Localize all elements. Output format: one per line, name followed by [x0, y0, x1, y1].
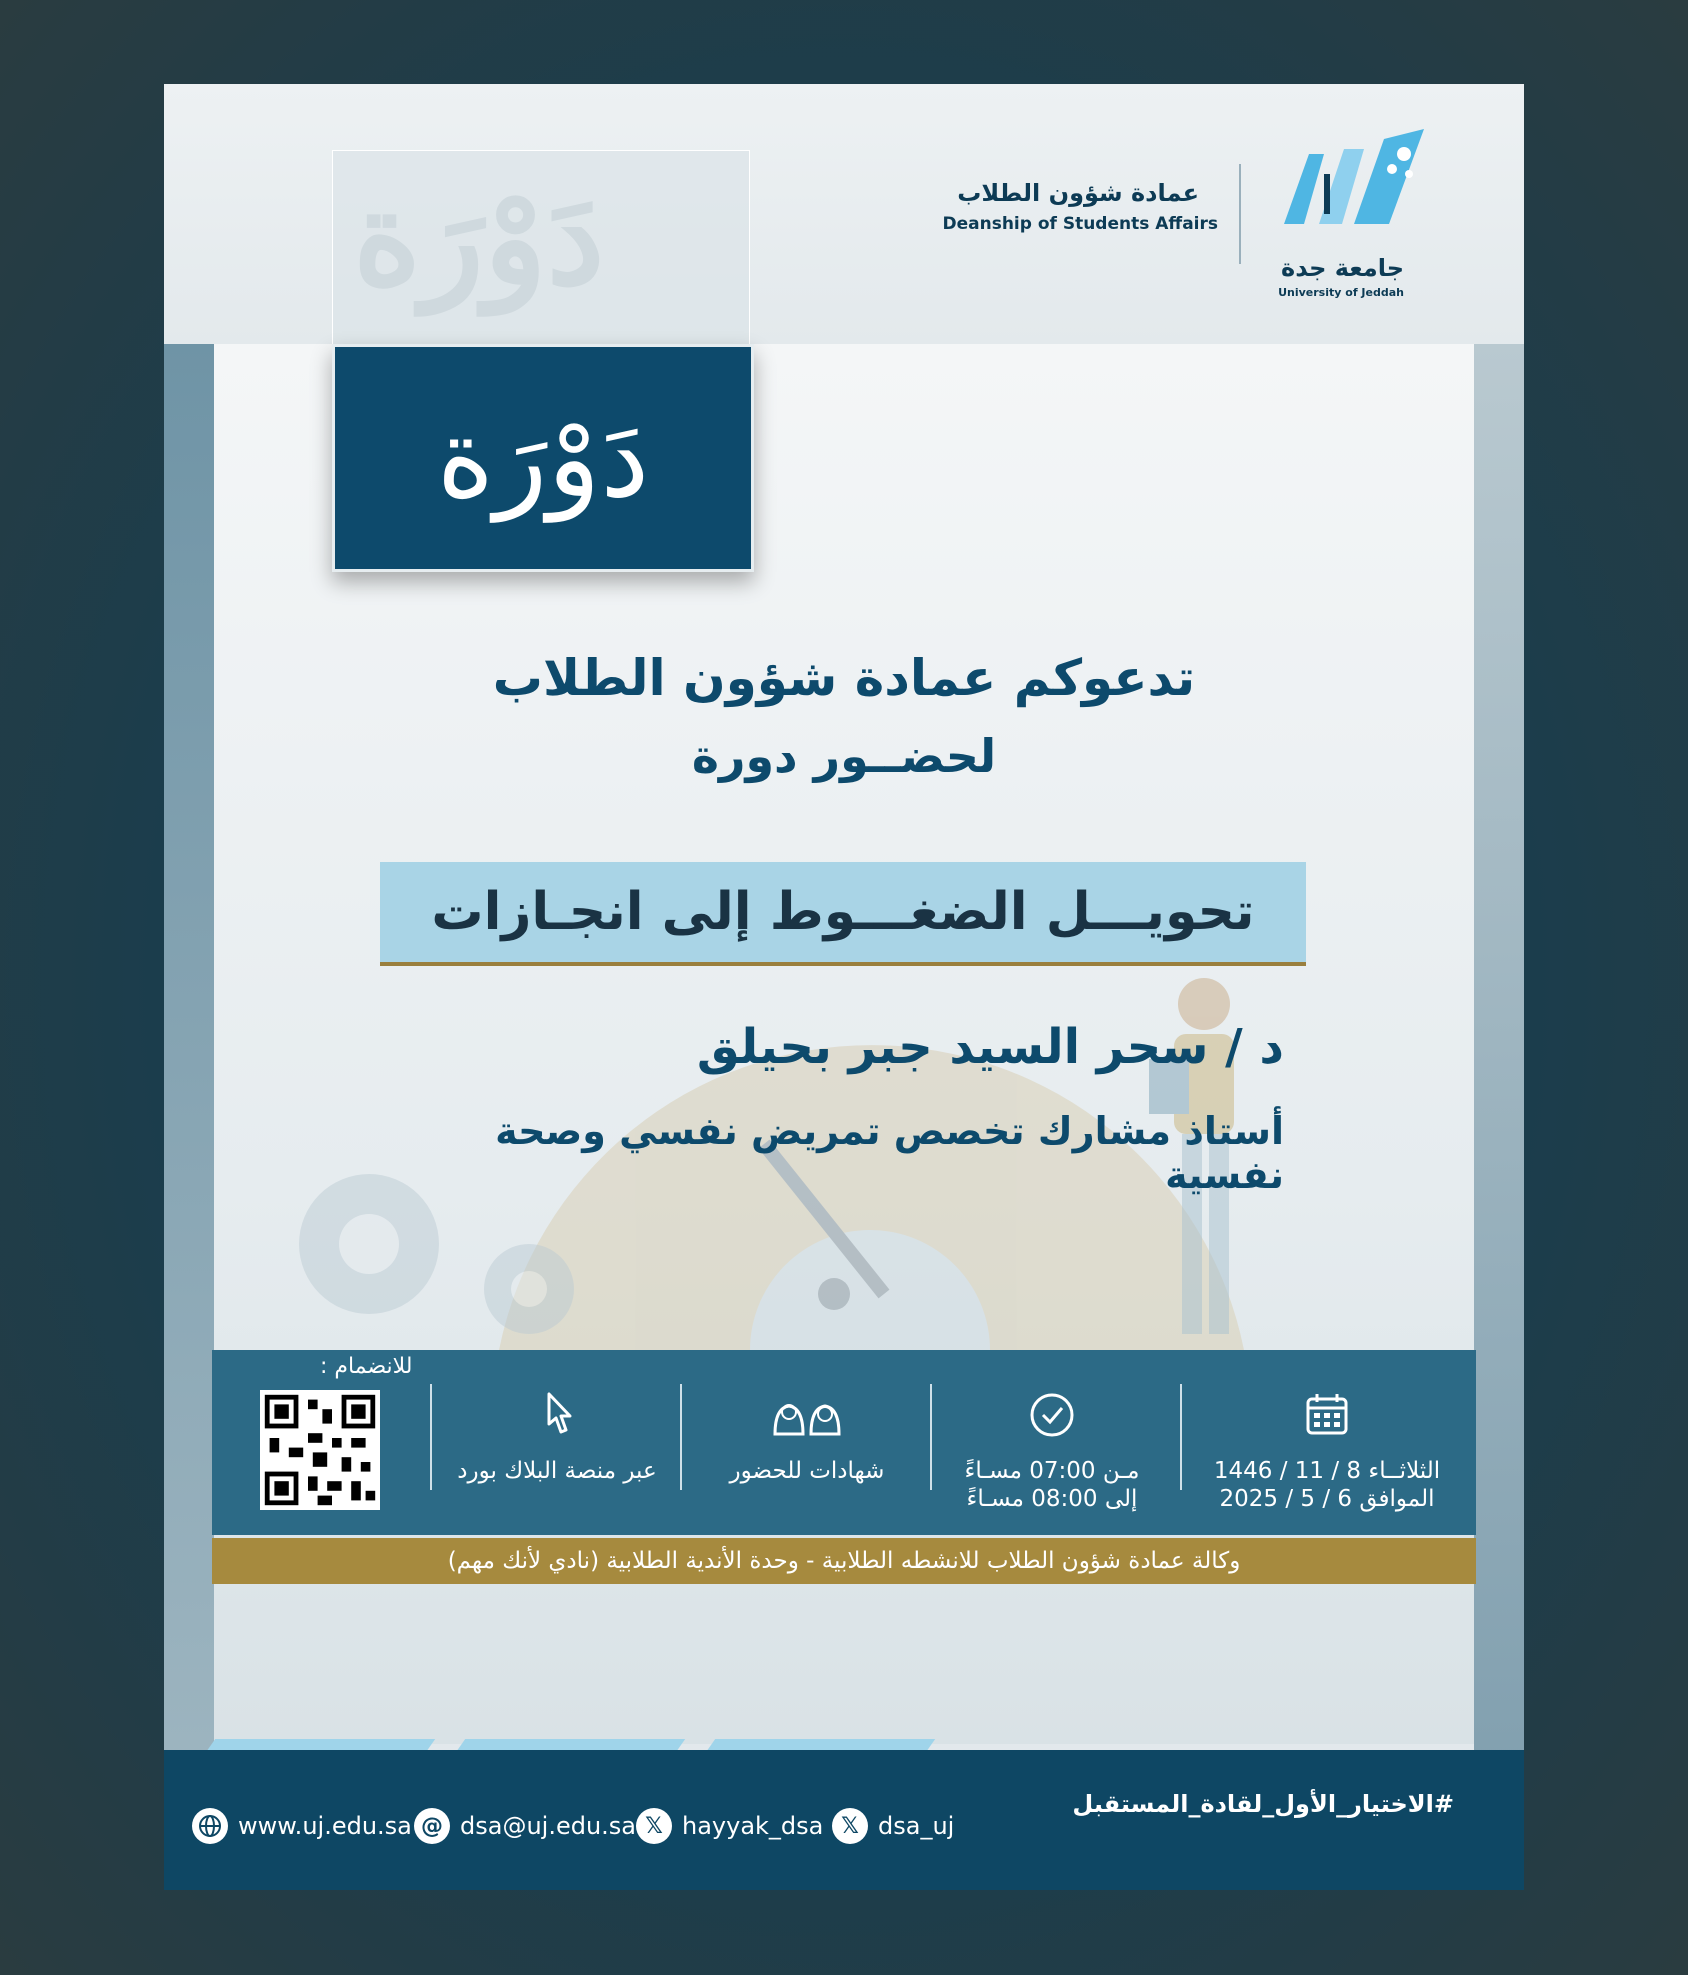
event-info-bar [212, 1350, 1476, 1535]
clock-icon [1027, 1390, 1077, 1440]
attendees-icon [767, 1390, 847, 1438]
email-text: dsa@uj.edu.sa [460, 1812, 637, 1840]
platform-label: عبر منصة البلاك بورد [457, 1458, 657, 1484]
certificate-info [687, 1350, 927, 1535]
x-account-link-1[interactable] [636, 1806, 823, 1846]
badge-ghost [332, 150, 750, 352]
website-text: www.uj.edu.sa [238, 1812, 412, 1840]
email-link[interactable] [414, 1806, 636, 1846]
time-end: إلى 08:00 مسـاءً [966, 1486, 1138, 1512]
poster [164, 84, 1524, 1890]
university-name-en: University of Jeddah [1278, 286, 1404, 299]
ghost-badge-text: دَوْرَة [353, 161, 605, 314]
info-separator [1180, 1384, 1182, 1490]
info-separator [430, 1384, 432, 1490]
course-badge [332, 344, 754, 572]
pointer-icon [537, 1390, 577, 1438]
speaker-name: د / سحر السيد جبر بحيلق [696, 1019, 1284, 1075]
invite-line-1: تدعوكم عمادة شؤون الطلاب [492, 649, 1196, 707]
x-logo-icon: 𝕏 [832, 1808, 868, 1844]
topic-box [380, 862, 1306, 966]
join-label: للانضمام : [320, 1354, 413, 1379]
globe-icon [192, 1808, 228, 1844]
calendar-icon [1303, 1390, 1351, 1438]
certificates-label: شهادات للحضور [729, 1458, 885, 1484]
x-logo-icon: 𝕏 [636, 1808, 672, 1844]
course-topic: تحويـــل الضغـــوط إلى انجـازات [431, 882, 1255, 942]
organizer-text: وكالة عمادة شؤون الطلاب للانشطه الطلابية - وحدة الأندية الطلابية (نادي لأنك مهم) [447, 1548, 1241, 1574]
badge-label: دَوْرَة [436, 394, 650, 522]
x-handle-2: dsa_uj [878, 1812, 955, 1840]
university-name-ar: جامعة جدة [1281, 254, 1404, 282]
website-link[interactable] [192, 1806, 412, 1846]
hashtag-text: #الاختيار_الأول_لقادة_المستقبل [1072, 1790, 1454, 1818]
info-separator [930, 1384, 932, 1490]
info-separator [680, 1384, 682, 1490]
deanship-name-en: Deanship of Students Affairs [942, 214, 1218, 234]
platform-info [437, 1350, 677, 1535]
at-sign-icon: @ [414, 1808, 450, 1844]
date-hijri: الثلاثــاء 8 / 11 / 1446 [1213, 1458, 1441, 1484]
organizer-strip [212, 1538, 1476, 1584]
time-info [932, 1350, 1172, 1535]
speaker-title: أستاذ مشارك تخصص تمريض نفسي وصحة نفسية [495, 1109, 1284, 1197]
x-account-link-2[interactable] [832, 1806, 954, 1846]
deanship-name-ar: عمادة شؤون الطلاب [957, 179, 1199, 207]
time-start: مـن 07:00 مسـاءً [964, 1458, 1140, 1484]
x-handle-1: hayyak_dsa [682, 1812, 824, 1840]
date-gregorian: الموافق 6 / 5 / 2025 [1219, 1486, 1435, 1512]
qr-code[interactable] [260, 1390, 380, 1510]
invite-line-2: لحضــور دورة [691, 729, 997, 783]
date-info [1192, 1350, 1462, 1535]
